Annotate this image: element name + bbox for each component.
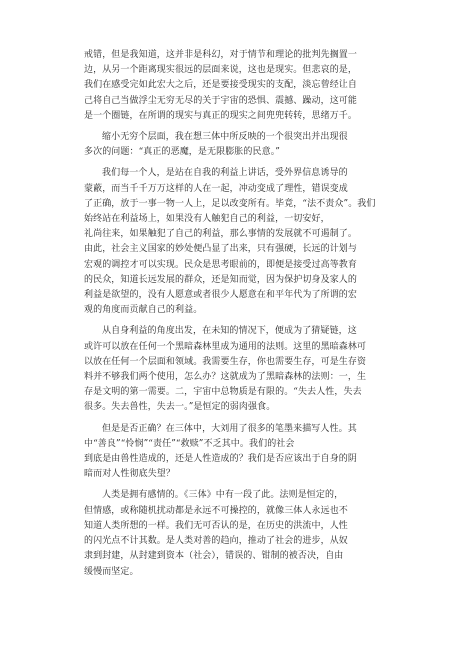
text-line: 观的角度而贡献自己的利益。: [84, 305, 203, 316]
text-line: 但是是否正确？在三体中，大刘用了很多的笔墨来描写人性。其: [102, 423, 357, 434]
text-line: 多次的问题：“真正的恶魔，是无限膨胀的民意。”: [84, 147, 281, 158]
paragraph-2: [84, 130, 383, 160]
text-line: 的民众，知道长远发展的群众，还是知而觉，因为保护切身及家人的: [84, 274, 358, 285]
text-line: 存是文明的第一需要。二，宇宙中总物质是有限的。“失去人性，失去: [84, 387, 362, 398]
text-line: 隶到封建，从封建到资本（社会），错误的、钳制的被否决，自由: [84, 551, 344, 562]
text-line: 由此，社会主义国家的妙处便凸显了出来，只有强硬，长远的计划与: [84, 244, 358, 255]
text-line: 了正确，放于一事一物一人上，足以改变所有。毕竟，“法不责众”。我们: [84, 198, 376, 209]
paragraph-6: [84, 488, 383, 579]
text-line: 我们在感受完如此宏大之后，还是要接受现实的支配，淡忘曾经让自: [84, 80, 358, 91]
text-line: 边，从另一个距离现实很远的层面来说，这也是现实。但悲哀的是，: [84, 65, 358, 76]
text-line: 缩小无穷个层面，我在想三体中所反映的一个很突出并出现很: [102, 132, 348, 143]
text-line: 中“善良”“怜悯”“责任”“救赎”不乏其中。我们的社会: [84, 438, 295, 449]
text-line: 以放在任何一个层面和领域。我需要生存，你也需要生存，可是生存资: [84, 356, 367, 367]
text-line: 缓慢而坚定。: [84, 566, 139, 577]
text-line: 料并不够我们两个使用，怎么办？这就成为了黑暗森林的法则：一，生: [84, 372, 367, 383]
text-line: 是一个圈链，在所谓的现实与真正的现实之间兜兜转转，思绪万千。: [84, 110, 358, 121]
text-line: 到底是由兽性造成的，还是人性造成的？我们是否应该出于自身的阴: [84, 454, 358, 465]
text-line: 从自身利益的角度出发，在未知的情况下，便成为了猜疑链，这: [102, 326, 357, 337]
text-line: 礼尚往来，如果触犯了自己的利益，那么事情的发展就不可遏制了。: [84, 229, 358, 240]
text-line: 或许可以放在任何一个黑暗森林里成为通用的法则。这里的黑暗森林可: [84, 341, 367, 352]
text-line: 知道人类所想的一样。我们无可否认的是，在历史的洪流中，人性: [84, 520, 348, 531]
text-line: 蒙蔽，而当千千万万这样的人在一起，冲动变成了理性，错误变成: [84, 183, 348, 194]
text-line: 己将自己当做浮尘无穷无尽的关于宇宙的恐惧、震撼、躁动，这可能: [84, 95, 358, 106]
paragraph-3: [84, 166, 383, 318]
text-line: 始终站在利益场上，如果没有人触犯自己的利益，一切安好，: [84, 214, 330, 225]
text-line: 利益是欲望的，没有人愿意或者很少人愿意在和平年代为了所谓的宏: [84, 290, 358, 301]
text-line: 宏观的调控才可以实现。民众是思考眼前的，即便是接受过高等教育: [84, 259, 358, 270]
text-line: 人类是拥有感情的。《三体》中有一段了此。法则是恒定的，: [102, 490, 344, 501]
text-line: 很多。失去兽性，失去一。”是恒定的弱肉强食。: [84, 402, 276, 413]
text-line: 但情感，或称随机扰动都是永远不可操控的，就像三体人永远也不: [84, 505, 348, 516]
text-line: 戒错，但是我知道，这并非是科幻，对于情节和理论的批判先搁置一: [84, 50, 358, 60]
text-line: 我们每一个人，是站在自我的利益上讲话，受外界信息诱导的: [102, 168, 348, 179]
paragraph-4: [84, 324, 383, 415]
text-line: 的闪光点不计其数。是人类对善的趋向，推动了社会的进步，从奴: [84, 536, 348, 547]
text-line: 暗而对人性彻底失望？: [84, 469, 176, 480]
paragraph-1: [84, 48, 383, 124]
paragraph-5: [84, 422, 383, 483]
